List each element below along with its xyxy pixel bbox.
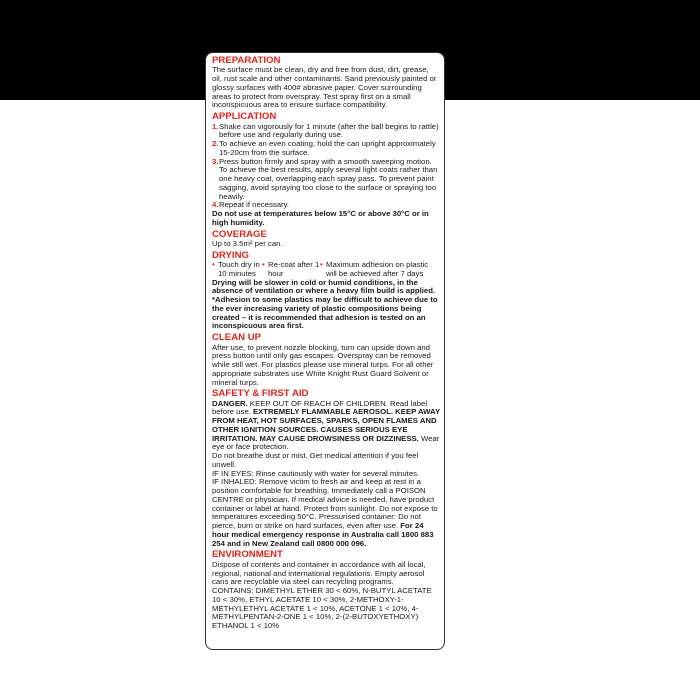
drying-times (212, 261, 440, 279)
inhaled-text: IF INHALED: Remove victim to fresh air and keep at rest in a position comfortable for breathing. Immediately call a POISON CENTRE or physician. If medical advice is needed, have product container or label at hand. Protect from sunlight. Do not expose to temperatures exceeding 50°C. Pressurised container: Do not pierce, burn or strike on hard surfaces, even after use. (212, 477, 438, 531)
step-text: Shake can vigorously for 1 minute (after the ball begins to rattle) before use and regularly during use. (219, 121, 439, 140)
safety-heading: SAFETY & FIRST AID (212, 388, 309, 400)
bullet-icon: • (262, 260, 265, 270)
application-steps (212, 123, 440, 211)
wear-protection-text: Wear eye or face protection. (212, 433, 440, 452)
bullet-icon: • (212, 260, 215, 270)
drying-heading: DRYING (212, 249, 249, 261)
safety-danger-paragraph (212, 400, 440, 453)
eyes-text: IF IN EYES: Rinse cautiously with water for several minutes. (212, 468, 420, 478)
step-number: 1. (212, 121, 219, 131)
contains-list: CONTAINS: DIMETHYL ETHER 30 < 60%, N-BUTYL ACETATE 10 < 30%, ETHYL ACETATE 10 < 30%, 2-METHOXY-1-METHYLETHYL ACETATE 1 < 10%, ACETONE 1 < 10%, 4-METHYLPENTAN-2-ONE 1 < 10%, 2-(2-BUTOXYETHOXY) ETHANOL 1 < 10% (212, 586, 432, 631)
step-number: 4. (212, 200, 219, 210)
preparation-text: The surface must be clean, dry and free from dust, dirt, grease, oil, rust scale and other contaminants. Sand previously painted or glossy surfaces with 400# abrasive paper. Cover surrounding areas to protect from overspray. Test spray first on a small inconspicuous area to ensure surface compatibility. (212, 65, 437, 110)
flammable-warning: EXTREMELY FLAMMABLE AEROSOL. KEEP AWAY FROM HEAT, HOT SURFACES, SPARKS, OPEN FLAMES AND OTHER IGNITION SOURCES. CAUSES SERIOUS EYE IRRITATION. MAY CAUSE DROWSINESS OR DIZZINESS. (212, 407, 440, 443)
inhaled-paragraph (212, 478, 440, 548)
drying-item-text: Re-coat after 1 hour (268, 260, 320, 278)
coverage-heading: COVERAGE (212, 228, 267, 240)
drying-item-text: Maximum adhesion on plastic will be achieved after 7 days (326, 260, 429, 278)
cleanup-heading: CLEAN UP (212, 332, 262, 344)
emergency-contact: For 24 hour medical emergency response in Australia call 1800 883 254 and in New Zealand call 0800 000 096. (212, 521, 434, 548)
application-step (212, 123, 440, 141)
drying-item (320, 261, 440, 279)
breathe-text: Do not breathe dust or mist. Get medical attention if you feel unwell. (212, 451, 419, 469)
danger-text: KEEP OUT OF REACH OF CHILDREN. Read label before use. (212, 398, 428, 417)
danger-label: DANGER. (212, 398, 248, 408)
step-text: To achieve an even coating, hold the can upright approximately 15-20cm from the surface. (219, 139, 436, 157)
drying-item-text: Touch dry in 10 minutes (218, 260, 260, 278)
bullet-icon: • (320, 260, 323, 270)
drying-item (212, 261, 262, 279)
environment-text: Dispose of contents and container in accordance with all local, regional, national and international regulations. Empty aerosol cans are recyclable via steel can recycling programs. (212, 559, 426, 587)
drying-note: Drying will be slower in cold or humid conditions, in the absence of ventilation or where a heavy film build is applied. *Adhesion to some plastics may be difficult to achieve due to the ever increasing variety of plastic compositions being created – it is recommended that adhesion is tested on an inconspicuous area first. (212, 277, 438, 331)
step-number: 3. (212, 156, 219, 166)
step-text: Press button firmly and spray with a smooth sweeping motion. To achieve the best results, apply several light coats rather than one heavy coat, overlapping each spray pass. To prevent paint sagging, avoid spraying too close to the surface or spraying too heavily. (219, 156, 438, 201)
coverage-text: Up to 3.5m² per can. (212, 238, 283, 248)
preparation-heading: PREPARATION (212, 55, 281, 66)
cleanup-text: After use, to prevent nozzle blocking, turn can upside down and press button until only gas escapes. Overspray can be removed while still wet. For plastics please use mineral turps. For all other appropriate substrates use White Knight Rust Guard Solvent or mineral turps. (212, 342, 434, 387)
drying-item (262, 261, 320, 279)
application-step (212, 158, 440, 202)
step-number: 2. (212, 139, 219, 149)
product-label (205, 52, 445, 650)
application-heading: APPLICATION (212, 111, 277, 123)
environment-heading: ENVIRONMENT (212, 549, 283, 561)
application-step (212, 140, 440, 158)
temperature-warning: Do not use at temperatures below 15°C or above 30°C or in high humidity. (212, 209, 429, 227)
step-text: Repeat if necessary. (219, 200, 290, 210)
